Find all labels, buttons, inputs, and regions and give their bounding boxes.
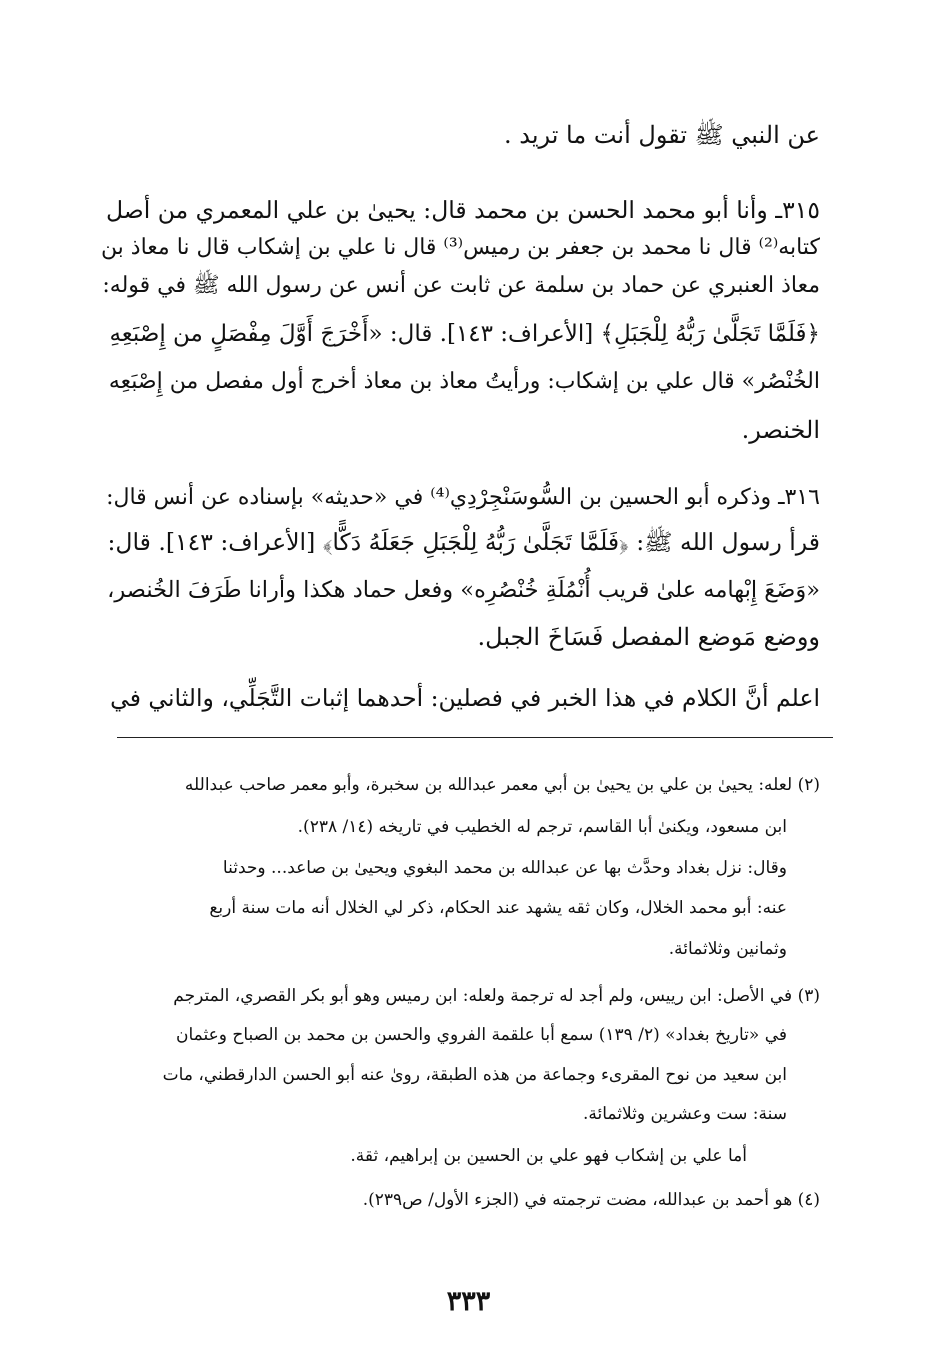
main-text-line: «وَضَعَ إِبْهامه علىٰ قريب أُنْمُلَةِ خُنْصُرِه» وفعل حماد هكذا وأرانا طَرَفَ الخُنصر، — [107, 577, 820, 603]
footnote-line: سنة: ست وعشرين وثلاثمائة. — [582, 1104, 787, 1124]
main-text-line: ٣١٥ـ وأنا أبو محمد الحسن بن محمد قال: يحيىٰ بن علي المعمري من أصل — [105, 196, 820, 224]
main-text-line: ﴿فَلَمَّا تَجَلَّىٰ رَبُّهُ لِلْجَبَلِ﴾ [الأعراف: ١٤٣]. قال: «أَخْرَجَ أَوَّلَ مِفْصَلٍ من إِصْبَعِهِ — [109, 321, 820, 347]
main-text-line: معاذ العنبري عن حماد بن سلمة عن ثابت عن أنس عن رسول الله ﷺ في قوله: — [102, 273, 820, 298]
page-number: ٣٣٣ — [446, 1286, 491, 1317]
footnote-line: وقال: نزل بغداد وحدَّث بها عن عبدالله بن محمد البغوي ويحيىٰ بن صاعد... وحدثنا — [222, 858, 787, 878]
footnote-line: (٢) لعله: يحيىٰ بن علي بن يحيىٰ بن أبي معمر عبدالله بن سخبرة، وأبو معمر صاحب عبدالله — [184, 775, 820, 795]
main-text-line: ٣١٦ـ وذكره أبو الحسين بن السُّوسَنْجِرْدِي⁽⁴⁾ في «حديثه» بإسناده عن أنس قال: — [106, 485, 820, 510]
footnote-line: أما علي بن إشكاب فهو علي بن الحسين بن إبراهيم، ثقة. — [350, 1146, 747, 1166]
footnote-line: في «تاريخ بغداد» (٢/ ١٣٩) سمع أبا علقمة الفروي والحسن بن محمد بن الصباح وعثمان — [175, 1025, 787, 1045]
footnote-line: وثمانين وثلاثمائة. — [668, 939, 787, 959]
main-text-line: ووضع مَوضع المفصل فَسَاخَ الجبل. — [477, 623, 820, 651]
main-text-line: اعلم أنَّ الكلام في هذا الخبر في فصلين: أحدهما إثبات التَّجَلِّي، والثاني في — [110, 684, 820, 712]
footnote-line: (٤) هو أحمد بن عبدالله، مضت ترجمته في (الجزء الأول/ ص٢٣٩). — [362, 1190, 820, 1210]
main-text-line: الخنصر. — [741, 416, 820, 444]
footnote-line: (٣) في الأصل: ابن رييس، ولم أجد له ترجمة ولعله: ابن رميس وهو أبو بكر القصري، المترجم — [173, 986, 820, 1006]
footnote-line: ابن سعيد من نوح المقرىء وجماعة من هذه الطبقة، روىٰ عنه أبو الحسن الدارقطني، مات — [162, 1065, 787, 1085]
main-text-line: كتابه⁽²⁾ قال نا محمد بن جعفر بن رميس⁽³⁾ قال نا علي بن إشكاب قال نا معاذ بن — [100, 235, 820, 260]
main-text-line: قرأ رسول الله ﷺ: ﴿فَلَمَّا تَجَلَّىٰ رَبُّهُ لِلْجَبَلِ جَعَلَهُ دَكًّا﴾ [الأعراف: ١٤٣]. قال: — [107, 528, 820, 556]
main-text-line: الخُنْصُر» قال علي بن إشكاب: ورأيتُ معاذ بن معاذ أخرج أول مفصل من إِصْبَعِه — [108, 369, 820, 394]
main-text-line: عن النبي ﷺ تقول أنت ما تريد . — [503, 121, 820, 149]
footnote-line: عنه: أبو محمد الخلال، وكان ثقه يشهد عند الحكام، ذكر لي الخلال أنه مات سنة أربع — [209, 898, 787, 918]
footnote-separator — [117, 737, 833, 738]
footnote-line: ابن مسعود، ويكنىٰ أبا القاسم، ترجم له الخطيب في تاريخه (١٤/ ٢٣٨). — [297, 817, 787, 837]
